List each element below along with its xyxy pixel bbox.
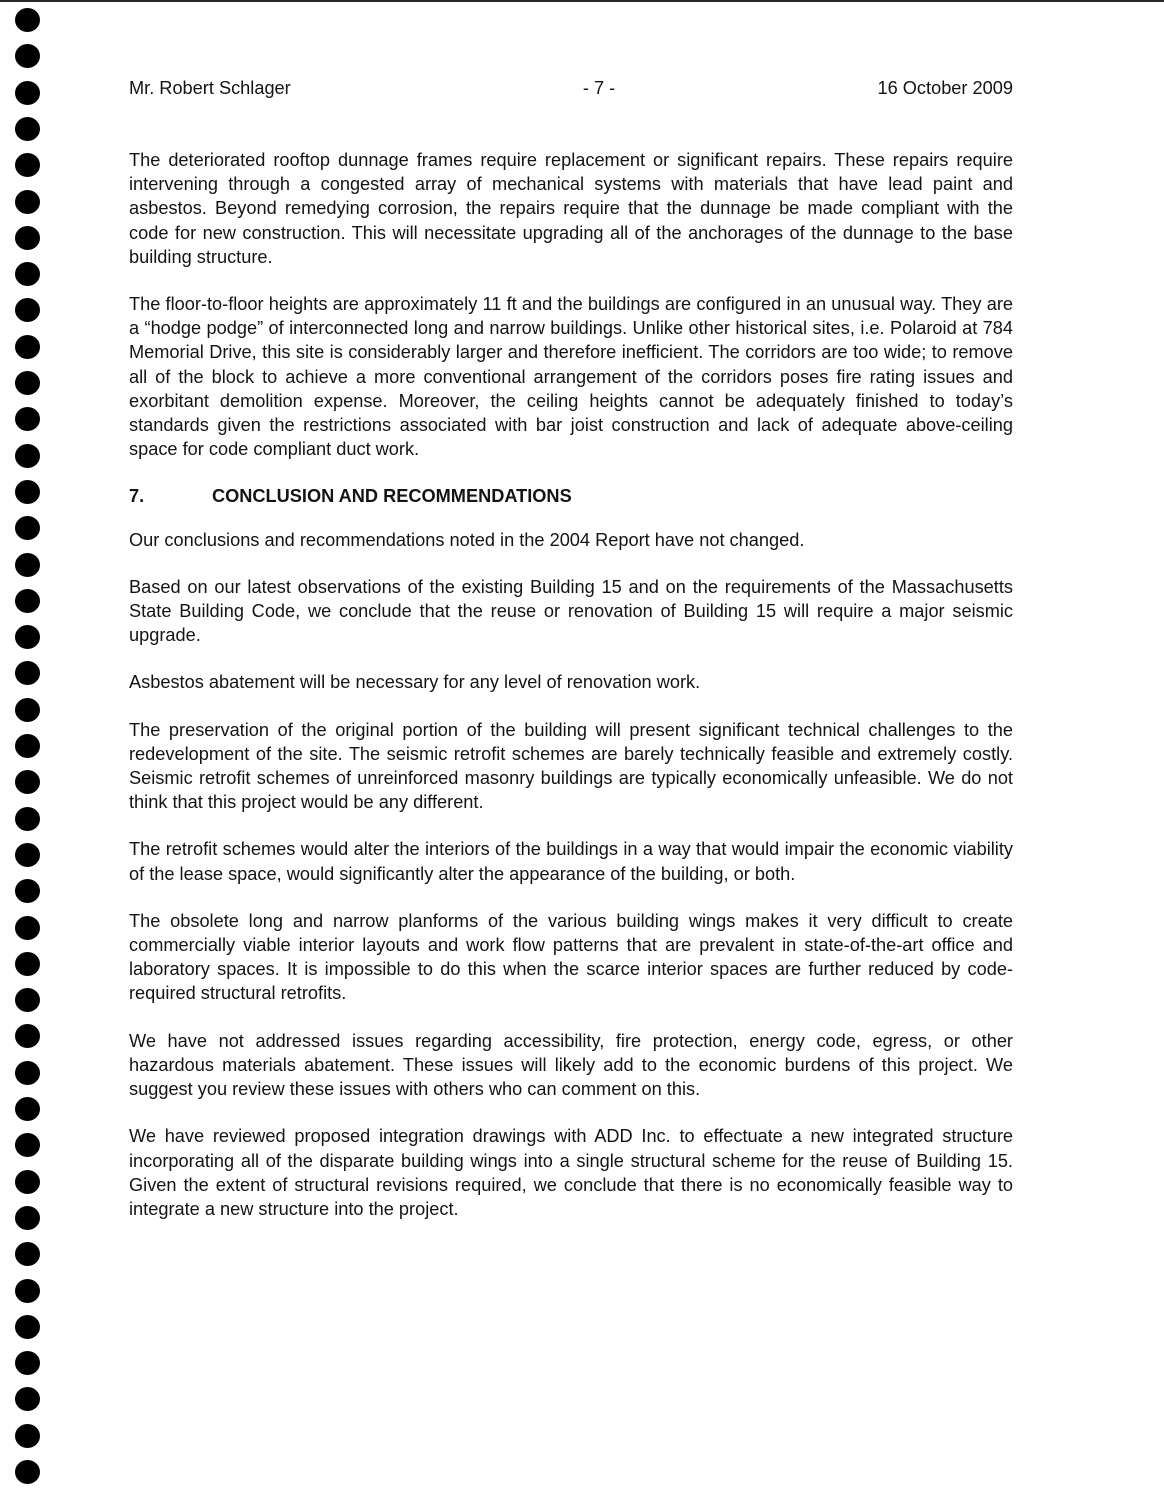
binder-hole xyxy=(15,407,40,431)
binder-holes xyxy=(15,0,43,1500)
paragraph-conclusions-unchanged: Our conclusions and recommendations noted in the 2004 Report have not changed. xyxy=(129,529,805,550)
paragraph-preservation: The preservation of the original portion of the building will present significant technical challenges to the redevelopment of the site. The seismic retrofit schemes are barely technically feasible and extremely costly. Seismic retrofit schemes of unreinforced masonry buildings are typically economically unfeasible. We do not think that this project would be any different. xyxy=(129,719,1013,813)
binder-hole xyxy=(15,1315,40,1339)
binder-hole xyxy=(15,952,40,976)
paragraph-retrofit-schemes: The retrofit schemes would alter the interiors of the buildings in a way that would impair the economic viability of the lease space, would significantly alter the appearance of the building, or both. xyxy=(129,839,1013,884)
binder-hole xyxy=(15,1279,40,1303)
section-heading xyxy=(129,484,1013,508)
paragraph-planforms: The obsolete long and narrow planforms of the various building wings makes it very difficult to create commercially viable interior layouts and work flow patterns that are prevalent in state-of-the-art office and laboratory spaces. It is impossible to do this when the scarce interior spaces are further reduced by code-required structural retrofits. xyxy=(129,910,1013,1004)
binder-hole xyxy=(15,262,40,286)
binder-hole xyxy=(15,1133,40,1157)
binder-hole xyxy=(15,153,40,177)
binder-hole xyxy=(15,698,40,722)
document-page xyxy=(129,72,1013,1244)
section-number: 7. xyxy=(129,486,145,507)
page-number: - 7 - xyxy=(582,78,616,98)
binder-hole xyxy=(15,516,40,540)
section-title: CONCLUSION AND RECOMMENDATIONS xyxy=(212,486,572,507)
binder-hole xyxy=(15,1097,40,1121)
recipient-name: Mr. Robert Schlager xyxy=(129,78,291,98)
binder-hole xyxy=(15,1460,40,1484)
page-header xyxy=(129,72,1013,98)
paragraph-integration: We have reviewed proposed integration drawings with ADD Inc. to effectuate a new integrated structure incorporating all of the disparate building wings into a single structural scheme for the reuse of Building 15. Given the extent of structural revisions required, we conclude that there is no economically feasible way to integrate a new structure into the project. xyxy=(129,1126,1013,1219)
binder-hole xyxy=(15,190,40,214)
binder-hole xyxy=(15,335,40,359)
binder-hole xyxy=(15,371,40,395)
binder-hole xyxy=(15,298,40,322)
binder-hole xyxy=(15,807,40,831)
binder-hole xyxy=(15,1242,40,1266)
paragraph-seismic-upgrade: Based on our latest observations of the existing Building 15 and on the requirements of the Massachusetts State Building Code, we conclude that the reuse or renovation of Building 15 will require a major seismic upgrade. xyxy=(129,576,1013,646)
binder-hole xyxy=(15,1424,40,1448)
paragraph-other-issues: We have not addressed issues regarding accessibility, fire protection, energy code, egress, or other hazardous materials abatement. These issues will likely add to the economic burdens of this project. We suggest you review these issues with others who can comment on this. xyxy=(129,1030,1013,1100)
binder-hole xyxy=(15,553,40,577)
binder-hole xyxy=(15,770,40,794)
paragraph-asbestos: Asbestos abatement will be necessary for any level of renovation work. xyxy=(129,672,701,693)
binder-hole xyxy=(15,1024,40,1048)
binder-hole xyxy=(15,81,40,105)
page-top-border xyxy=(0,0,1164,2)
binder-hole xyxy=(15,1206,40,1230)
binder-hole xyxy=(15,661,40,685)
binder-hole xyxy=(15,1351,40,1375)
binder-hole xyxy=(15,1387,40,1411)
binder-hole xyxy=(15,843,40,867)
binder-hole xyxy=(15,589,40,613)
binder-hole xyxy=(15,117,40,141)
binder-hole xyxy=(15,625,40,649)
binder-hole xyxy=(15,226,40,250)
binder-hole xyxy=(15,1170,40,1194)
binder-hole xyxy=(15,480,40,504)
binder-hole xyxy=(15,988,40,1012)
binder-hole xyxy=(15,1061,40,1085)
paragraph-floor-heights: The floor-to-floor heights are approximately 11 ft and the buildings are configured in an unusual way. They are a “hodge podge” of interconnected long and narrow buildings. Unlike other historical sites, i.e. Polaroid at 784 Memorial Drive, this site is considerably larger and therefore inefficient. The corridors are too wide; to remove all of the block to achieve a more conventional arrangement of the corridors poses fire rating issues and exorbitant demolition expense. Moreover, the ceiling heights cannot be adequately finished to today’s standards given the restrictions associated with bar joist construction and lack of adequate above-ceiling space for code compliant duct work. xyxy=(129,294,1013,460)
binder-hole xyxy=(15,916,40,940)
binder-hole xyxy=(15,444,40,468)
binder-hole xyxy=(15,8,40,32)
paragraph-dunnage: The deteriorated rooftop dunnage frames require replacement or significant repairs. These repairs require intervening through a congested array of mechanical systems with materials that have lead paint and asbestos. Beyond remedying corrosion, the repairs require that the dunnage be made compliant with the code for new construction. This will necessitate upgrading all of the anchorages of the dunnage to the base building structure. xyxy=(129,150,1013,267)
binder-hole xyxy=(15,44,40,68)
binder-hole xyxy=(15,734,40,758)
letter-date: 16 October 2009 xyxy=(877,78,1013,98)
binder-hole xyxy=(15,879,40,903)
